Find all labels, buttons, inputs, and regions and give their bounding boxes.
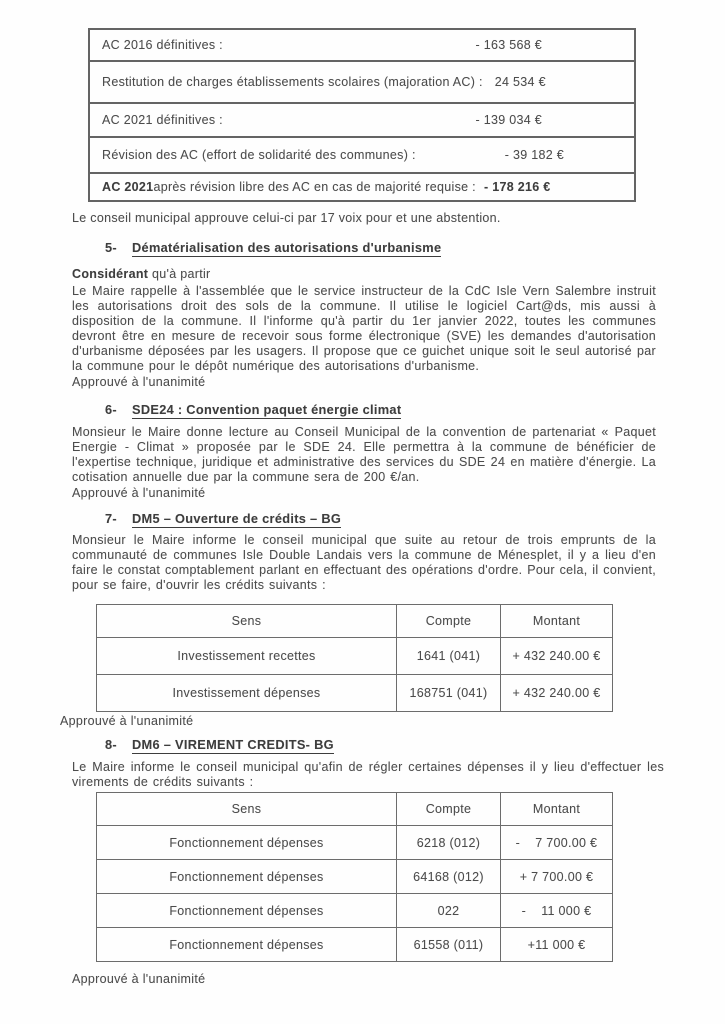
row-label: Restitution de charges établissements scolaires (majoration AC) :	[102, 75, 483, 89]
row-label-bold: AC 2021	[102, 180, 154, 194]
column-header-compte: Compte	[397, 605, 501, 638]
row-label: après révision libre des AC en cas de majorité requise :	[153, 180, 476, 194]
cell-compte: 022	[397, 894, 501, 928]
row-label: AC 2021 définitives :	[102, 113, 223, 127]
column-header-montant: Montant	[501, 605, 613, 638]
cell-sens: Fonctionnement dépenses	[97, 826, 397, 860]
table-row	[90, 138, 634, 174]
dm6-virements-table	[96, 792, 613, 962]
cell-montant: + 7 700.00 €	[501, 860, 613, 894]
section-7-approval: Approuvé à l'unanimité	[60, 714, 194, 728]
cell-sens: Fonctionnement dépenses	[97, 894, 397, 928]
cell-compte: 1641 (041)	[397, 638, 501, 675]
table-row	[97, 928, 613, 962]
table-row	[97, 894, 613, 928]
row-label: Révision des AC (effort de solidarité des communes) :	[102, 148, 416, 162]
section-8-approval: Approuvé à l'unanimité	[72, 972, 206, 986]
section-6-heading	[105, 402, 725, 419]
cell-compte: 168751 (041)	[397, 675, 501, 712]
section-7-body: Monsieur le Maire informe le conseil municipal que suite au retour de trois emprunts de la communauté de communes Isle Double Landais vers la commune de Ménesplet, il y a lieu d'en faire le constat comptablement parlant en effectuant des opérations d'ordre. Pour cela, il convient, pour se faire, d'ouvrir les crédits suivants :	[72, 533, 656, 592]
section-8-body: Le Maire informe le conseil municipal qu'afin de régler certaines dépenses il y lieu d'effectuer les virements de crédits suivants :	[72, 760, 664, 789]
row-value: 24 534 €	[494, 75, 546, 89]
cell-montant: + 432 240.00 €	[501, 638, 613, 675]
cell-montant: - 11 000 €	[501, 894, 613, 928]
cell-montant: +11 000 €	[501, 928, 613, 962]
dm5-credits-table	[96, 604, 613, 712]
table-row	[97, 826, 613, 860]
section-title: DM6 – VIREMENT CREDITS- BG	[131, 737, 334, 752]
section-8-heading	[105, 737, 725, 754]
cell-montant: + 432 240.00 €	[501, 675, 613, 712]
section-number: 5-	[105, 240, 117, 255]
section-number: 8-	[105, 737, 117, 752]
column-header-sens: Sens	[97, 793, 397, 826]
table-row	[97, 860, 613, 894]
ac-summary-table	[88, 28, 636, 202]
table-row	[97, 638, 613, 675]
row-value: - 178 216 €	[483, 180, 551, 194]
section-title: DM5 – Ouverture de crédits – BG	[131, 511, 342, 526]
section-number: 7-	[105, 511, 117, 526]
column-header-montant: Montant	[501, 793, 613, 826]
row-label: AC 2016 définitives :	[102, 38, 223, 52]
row-value: - 139 034 €	[475, 113, 542, 127]
table-header-row	[97, 605, 613, 638]
column-header-compte: Compte	[397, 793, 501, 826]
cell-sens: Investissement dépenses	[97, 675, 397, 712]
considering-line	[72, 267, 725, 282]
section-5-heading	[105, 240, 725, 257]
section-5-body: Le Maire rappelle à l'assemblée que le service instructeur de la CdC Isle Vern Salembre instruit les autorisations droit des sols de la commune. Il utilise le logiciel Cart@ds, mis aussi à disposition de la commune. Il l'informe qu'à partir du 1er janvier 2022, toutes les communes devront être en mesure de recevoir sous forme électronique (SVE) les demandes d'autorisation d'urbanisme déposées par les usagers. Il propose que ce guichet unique soit le seul autorisé par la commune pour le dépôt numérique des autorisations d'urbanisme.	[72, 284, 656, 373]
cell-sens: Fonctionnement dépenses	[97, 860, 397, 894]
row-value: - 39 182 €	[504, 148, 564, 162]
section-title: Dématérialisation des autorisations d'urbanisme	[131, 240, 442, 255]
considering-keyword: Considérant	[72, 267, 149, 281]
table-row	[97, 675, 613, 712]
section-number: 6-	[105, 402, 117, 417]
cell-compte: 61558 (011)	[397, 928, 501, 962]
section-6-approval: Approuvé à l'unanimité	[72, 486, 206, 500]
table-row	[90, 104, 634, 138]
considering-rest: qu'à partir	[148, 267, 211, 281]
cell-compte: 6218 (012)	[397, 826, 501, 860]
section-7-heading	[105, 511, 725, 528]
row-value: - 163 568 €	[475, 38, 542, 52]
vote-result-line: Le conseil municipal approuve celui-ci par 17 voix pour et une abstention.	[72, 211, 501, 225]
section-6-body: Monsieur le Maire donne lecture au Conseil Municipal de la convention de partenariat « Paquet Energie - Climat » proposée par le SDE 24. Elle permettra à la commune de bénéficier de l'expertise technique, juridique et administrative des services du SDE 24 en matière d'énergie. La cotisation annuelle due par la commune sera de 200 €/an.	[72, 425, 656, 484]
table-header-row	[97, 793, 613, 826]
column-header-sens: Sens	[97, 605, 397, 638]
table-row-total	[90, 174, 634, 200]
section-5-approval: Approuvé à l'unanimité	[72, 375, 206, 389]
table-row	[90, 30, 634, 62]
cell-sens: Fonctionnement dépenses	[97, 928, 397, 962]
cell-montant: - 7 700.00 €	[501, 826, 613, 860]
cell-sens: Investissement recettes	[97, 638, 397, 675]
cell-compte: 64168 (012)	[397, 860, 501, 894]
table-row	[90, 62, 634, 104]
section-title: SDE24 : Convention paquet énergie climat	[131, 402, 402, 417]
